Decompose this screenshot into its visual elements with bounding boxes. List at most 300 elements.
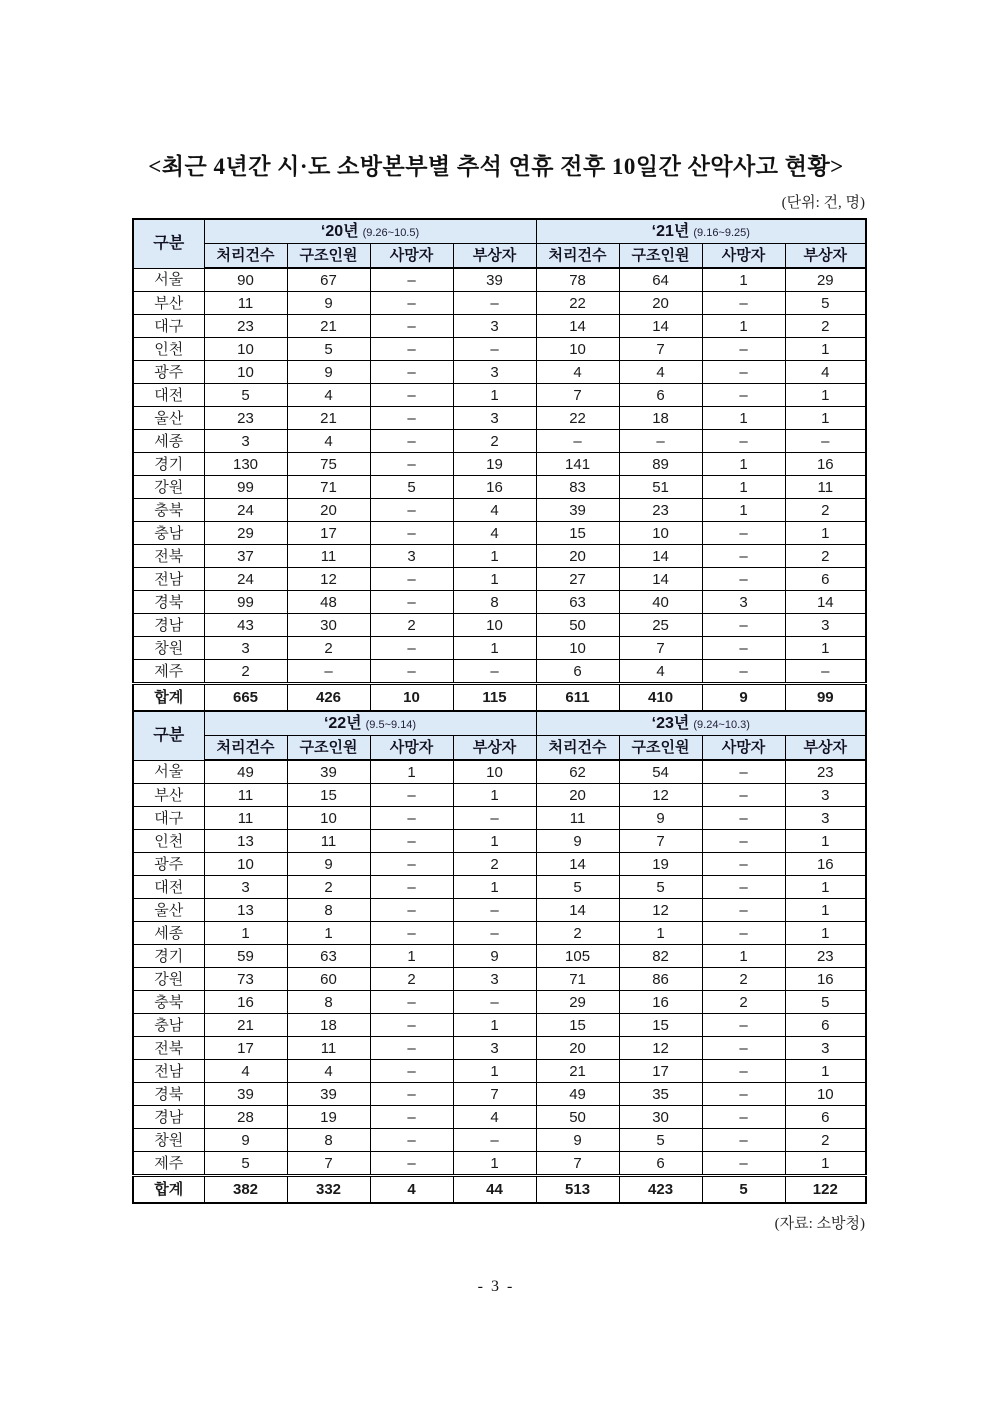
- value-cell: 3: [370, 545, 453, 568]
- region-cell: 경기: [133, 945, 204, 968]
- value-cell: –: [370, 807, 453, 830]
- table-row: [133, 476, 866, 499]
- value-cell: 4: [619, 660, 702, 684]
- value-cell: –: [287, 660, 370, 684]
- table-row: [133, 760, 866, 784]
- value-cell: 1: [785, 407, 866, 430]
- value-cell: 23: [204, 407, 287, 430]
- value-cell: 9: [287, 853, 370, 876]
- value-cell: –: [370, 315, 453, 338]
- region-cell: 전북: [133, 545, 204, 568]
- value-cell: 12: [619, 784, 702, 807]
- value-cell: 2: [785, 1129, 866, 1152]
- subheader-cell: 처리건수: [204, 736, 287, 761]
- value-cell: 10: [204, 361, 287, 384]
- value-cell: 7: [619, 338, 702, 361]
- value-cell: –: [702, 1060, 785, 1083]
- value-cell: 4: [204, 1060, 287, 1083]
- value-cell: 28: [204, 1106, 287, 1129]
- value-cell: –: [370, 407, 453, 430]
- value-cell: 78: [536, 268, 619, 292]
- region-cell: 창원: [133, 637, 204, 660]
- header-row-subcolumns: [133, 736, 866, 761]
- value-cell: 1: [785, 876, 866, 899]
- value-cell: 11: [287, 830, 370, 853]
- value-cell: 2: [287, 876, 370, 899]
- value-cell: 2: [785, 499, 866, 522]
- value-cell: 14: [619, 545, 702, 568]
- value-cell: 13: [204, 830, 287, 853]
- value-cell: 63: [287, 945, 370, 968]
- value-cell: –: [702, 545, 785, 568]
- value-cell: 1: [453, 1014, 536, 1037]
- value-cell: 39: [453, 268, 536, 292]
- value-cell: 1: [453, 545, 536, 568]
- value-cell: 3: [453, 407, 536, 430]
- table-row: [133, 338, 866, 361]
- value-cell: –: [702, 292, 785, 315]
- region-cell: 경남: [133, 614, 204, 637]
- value-cell: 1: [453, 876, 536, 899]
- value-cell: 6: [619, 384, 702, 407]
- year-date-range: (9.24~10.3): [693, 718, 750, 731]
- value-cell: –: [785, 430, 866, 453]
- value-cell: 90: [204, 268, 287, 292]
- value-cell: 5: [204, 384, 287, 407]
- table-row: [133, 453, 866, 476]
- table-body: [133, 219, 866, 1203]
- value-cell: –: [785, 660, 866, 684]
- value-cell: 8: [287, 991, 370, 1014]
- total-value-cell: 4: [370, 1176, 453, 1204]
- page-number: - 3 -: [477, 1278, 515, 1295]
- value-cell: 4: [453, 1106, 536, 1129]
- year-header-cell: [204, 219, 536, 244]
- total-value-cell: 44: [453, 1176, 536, 1204]
- value-cell: 5: [785, 991, 866, 1014]
- table-row: [133, 522, 866, 545]
- region-cell: 울산: [133, 899, 204, 922]
- value-cell: 15: [536, 1014, 619, 1037]
- subheader-cell: 부상자: [785, 736, 866, 761]
- value-cell: 9: [204, 1129, 287, 1152]
- value-cell: 2: [370, 614, 453, 637]
- value-cell: 71: [287, 476, 370, 499]
- value-cell: 9: [536, 1129, 619, 1152]
- value-cell: 17: [287, 522, 370, 545]
- value-cell: 10: [204, 853, 287, 876]
- region-cell: 부산: [133, 784, 204, 807]
- year-label: ‘21년: [651, 222, 690, 240]
- year-date-range: (9.26~10.5): [362, 226, 420, 239]
- year-date-range: (9.5~9.14): [365, 718, 417, 731]
- value-cell: 3: [453, 968, 536, 991]
- value-cell: 1: [702, 268, 785, 292]
- value-cell: 5: [536, 876, 619, 899]
- value-cell: 10: [536, 338, 619, 361]
- value-cell: 4: [785, 361, 866, 384]
- value-cell: 39: [536, 499, 619, 522]
- total-row: [133, 684, 866, 712]
- value-cell: 1: [453, 568, 536, 591]
- value-cell: 67: [287, 268, 370, 292]
- value-cell: 37: [204, 545, 287, 568]
- subheader-cell: 사망자: [702, 244, 785, 269]
- value-cell: 14: [536, 315, 619, 338]
- year-header-cell: [536, 219, 866, 244]
- value-cell: 71: [536, 968, 619, 991]
- value-cell: 23: [619, 499, 702, 522]
- table-row: [133, 807, 866, 830]
- value-cell: 27: [536, 568, 619, 591]
- value-cell: 11: [204, 784, 287, 807]
- value-cell: –: [536, 430, 619, 453]
- value-cell: –: [702, 853, 785, 876]
- value-cell: 35: [619, 1083, 702, 1106]
- value-cell: 1: [785, 899, 866, 922]
- value-cell: –: [370, 830, 453, 853]
- year-header-cell: [536, 711, 866, 736]
- value-cell: 20: [536, 1037, 619, 1060]
- unit-note: (단위: 건, 명): [781, 195, 865, 211]
- table-row: [133, 1152, 866, 1176]
- value-cell: 1: [785, 522, 866, 545]
- total-value-cell: 382: [204, 1176, 287, 1204]
- table-row: [133, 568, 866, 591]
- value-cell: 86: [619, 968, 702, 991]
- value-cell: 1: [619, 922, 702, 945]
- value-cell: 14: [785, 591, 866, 614]
- year-header-cell: [204, 711, 536, 736]
- value-cell: 10: [204, 338, 287, 361]
- subheader-cell: 처리건수: [204, 244, 287, 269]
- value-cell: 16: [785, 453, 866, 476]
- value-cell: –: [370, 522, 453, 545]
- region-cell: 인천: [133, 830, 204, 853]
- value-cell: 3: [785, 784, 866, 807]
- total-value-cell: 10: [370, 684, 453, 712]
- value-cell: –: [370, 637, 453, 660]
- value-cell: 6: [619, 1152, 702, 1176]
- source-note: (자료: 소방청): [774, 1216, 865, 1232]
- value-cell: 11: [204, 807, 287, 830]
- value-cell: 15: [287, 784, 370, 807]
- value-cell: 4: [453, 499, 536, 522]
- value-cell: 22: [536, 292, 619, 315]
- table-row: [133, 430, 866, 453]
- value-cell: –: [370, 591, 453, 614]
- value-cell: 20: [536, 784, 619, 807]
- region-cell: 대구: [133, 807, 204, 830]
- value-cell: –: [702, 660, 785, 684]
- region-cell: 충북: [133, 991, 204, 1014]
- table-row: [133, 968, 866, 991]
- value-cell: 21: [536, 1060, 619, 1083]
- value-cell: –: [370, 660, 453, 684]
- table-row: [133, 899, 866, 922]
- value-cell: –: [702, 430, 785, 453]
- value-cell: 2: [702, 968, 785, 991]
- value-cell: –: [370, 1037, 453, 1060]
- value-cell: 1: [453, 1060, 536, 1083]
- total-value-cell: 99: [785, 684, 866, 712]
- value-cell: –: [370, 568, 453, 591]
- table-row: [133, 660, 866, 684]
- value-cell: –: [702, 1106, 785, 1129]
- value-cell: 18: [287, 1014, 370, 1037]
- region-cell: 광주: [133, 361, 204, 384]
- total-value-cell: 115: [453, 684, 536, 712]
- value-cell: –: [370, 1152, 453, 1176]
- value-cell: –: [370, 292, 453, 315]
- gubun-header-cell: 구분: [133, 711, 204, 760]
- value-cell: 59: [204, 945, 287, 968]
- subheader-cell: 사망자: [702, 736, 785, 761]
- region-cell: 전북: [133, 1037, 204, 1060]
- table-row: [133, 614, 866, 637]
- value-cell: 21: [287, 315, 370, 338]
- accident-stats-table: [132, 218, 867, 1204]
- value-cell: 5: [619, 1129, 702, 1152]
- value-cell: 19: [287, 1106, 370, 1129]
- region-cell: 대전: [133, 876, 204, 899]
- value-cell: 82: [619, 945, 702, 968]
- table-row: [133, 1014, 866, 1037]
- value-cell: 99: [204, 591, 287, 614]
- value-cell: –: [370, 876, 453, 899]
- value-cell: –: [702, 384, 785, 407]
- table-row: [133, 315, 866, 338]
- table-row: [133, 361, 866, 384]
- total-value-cell: 5: [702, 1176, 785, 1204]
- value-cell: 1: [702, 407, 785, 430]
- value-cell: –: [702, 614, 785, 637]
- region-cell: 울산: [133, 407, 204, 430]
- table-row: [133, 922, 866, 945]
- value-cell: 16: [453, 476, 536, 499]
- value-cell: 16: [619, 991, 702, 1014]
- value-cell: 9: [453, 945, 536, 968]
- value-cell: –: [702, 1037, 785, 1060]
- region-cell: 세종: [133, 430, 204, 453]
- value-cell: –: [702, 922, 785, 945]
- value-cell: 83: [536, 476, 619, 499]
- table-row: [133, 637, 866, 660]
- table-row: [133, 945, 866, 968]
- region-cell: 대구: [133, 315, 204, 338]
- value-cell: –: [453, 660, 536, 684]
- value-cell: –: [702, 361, 785, 384]
- value-cell: 9: [287, 292, 370, 315]
- value-cell: 2: [536, 922, 619, 945]
- value-cell: 5: [204, 1152, 287, 1176]
- total-value-cell: 426: [287, 684, 370, 712]
- total-value-cell: 611: [536, 684, 619, 712]
- table-row: [133, 292, 866, 315]
- total-row: [133, 1176, 866, 1204]
- value-cell: –: [453, 338, 536, 361]
- value-cell: –: [370, 922, 453, 945]
- value-cell: 9: [287, 361, 370, 384]
- value-cell: 4: [287, 384, 370, 407]
- value-cell: –: [370, 991, 453, 1014]
- value-cell: 2: [785, 545, 866, 568]
- region-cell: 충남: [133, 522, 204, 545]
- value-cell: 1: [702, 453, 785, 476]
- value-cell: 1: [287, 922, 370, 945]
- value-cell: –: [702, 1129, 785, 1152]
- value-cell: 39: [287, 760, 370, 784]
- region-cell: 제주: [133, 660, 204, 684]
- value-cell: 29: [204, 522, 287, 545]
- value-cell: 17: [619, 1060, 702, 1083]
- value-cell: 12: [287, 568, 370, 591]
- value-cell: 29: [536, 991, 619, 1014]
- value-cell: 2: [453, 430, 536, 453]
- value-cell: 20: [619, 292, 702, 315]
- value-cell: 3: [453, 361, 536, 384]
- region-cell: 강원: [133, 968, 204, 991]
- subheader-cell: 처리건수: [536, 736, 619, 761]
- value-cell: 7: [619, 637, 702, 660]
- value-cell: –: [370, 1060, 453, 1083]
- region-cell: 경기: [133, 453, 204, 476]
- value-cell: 54: [619, 760, 702, 784]
- value-cell: 9: [619, 807, 702, 830]
- page-title: <최근 4년간 시·도 소방본부별 추석 연휴 전후 10일간 산악사고 현황>: [148, 154, 844, 179]
- value-cell: 23: [204, 315, 287, 338]
- value-cell: –: [370, 899, 453, 922]
- value-cell: 51: [619, 476, 702, 499]
- value-cell: 11: [785, 476, 866, 499]
- year-label: ‘23년: [651, 714, 690, 732]
- value-cell: 1: [785, 1152, 866, 1176]
- value-cell: 10: [453, 760, 536, 784]
- value-cell: 4: [453, 522, 536, 545]
- value-cell: –: [370, 499, 453, 522]
- value-cell: 5: [370, 476, 453, 499]
- value-cell: 64: [619, 268, 702, 292]
- table-row: [133, 853, 866, 876]
- value-cell: –: [370, 338, 453, 361]
- total-value-cell: 513: [536, 1176, 619, 1204]
- value-cell: 1: [785, 338, 866, 361]
- value-cell: 29: [785, 268, 866, 292]
- value-cell: 21: [287, 407, 370, 430]
- value-cell: 23: [785, 760, 866, 784]
- value-cell: 39: [204, 1083, 287, 1106]
- table-row: [133, 407, 866, 430]
- value-cell: 22: [536, 407, 619, 430]
- value-cell: 7: [536, 1152, 619, 1176]
- value-cell: 1: [370, 945, 453, 968]
- value-cell: 1: [785, 1060, 866, 1083]
- value-cell: 18: [619, 407, 702, 430]
- region-cell: 전남: [133, 568, 204, 591]
- value-cell: –: [453, 807, 536, 830]
- region-cell: 서울: [133, 268, 204, 292]
- value-cell: 14: [619, 315, 702, 338]
- value-cell: 5: [287, 338, 370, 361]
- subheader-cell: 구조인원: [619, 244, 702, 269]
- region-cell: 세종: [133, 922, 204, 945]
- value-cell: 20: [536, 545, 619, 568]
- value-cell: –: [702, 637, 785, 660]
- value-cell: 3: [204, 876, 287, 899]
- subheader-cell: 사망자: [370, 736, 453, 761]
- value-cell: 3: [204, 430, 287, 453]
- value-cell: 49: [536, 1083, 619, 1106]
- header-row-years: [133, 219, 866, 244]
- value-cell: 14: [536, 853, 619, 876]
- table-row: [133, 784, 866, 807]
- region-cell: 광주: [133, 853, 204, 876]
- value-cell: –: [619, 430, 702, 453]
- value-cell: –: [702, 522, 785, 545]
- value-cell: 10: [619, 522, 702, 545]
- value-cell: 16: [204, 991, 287, 1014]
- value-cell: 7: [453, 1083, 536, 1106]
- value-cell: 50: [536, 1106, 619, 1129]
- value-cell: –: [702, 1152, 785, 1176]
- total-label-cell: 합계: [133, 684, 204, 712]
- year-label: ‘20년: [320, 222, 359, 240]
- value-cell: 24: [204, 499, 287, 522]
- value-cell: –: [370, 1083, 453, 1106]
- value-cell: 2: [370, 968, 453, 991]
- table-row: [133, 591, 866, 614]
- region-cell: 서울: [133, 760, 204, 784]
- table-row: [133, 1129, 866, 1152]
- region-cell: 경북: [133, 591, 204, 614]
- total-value-cell: 122: [785, 1176, 866, 1204]
- header-row-years: [133, 711, 866, 736]
- region-cell: 경남: [133, 1106, 204, 1129]
- value-cell: 1: [702, 945, 785, 968]
- subheader-cell: 구조인원: [619, 736, 702, 761]
- value-cell: 1: [453, 1152, 536, 1176]
- value-cell: 1: [370, 760, 453, 784]
- subheader-cell: 부상자: [453, 736, 536, 761]
- value-cell: 60: [287, 968, 370, 991]
- value-cell: 63: [536, 591, 619, 614]
- value-cell: 12: [619, 899, 702, 922]
- table-row: [133, 268, 866, 292]
- value-cell: 10: [453, 614, 536, 637]
- value-cell: 3: [204, 637, 287, 660]
- value-cell: 4: [287, 430, 370, 453]
- region-cell: 경북: [133, 1083, 204, 1106]
- value-cell: 3: [785, 807, 866, 830]
- value-cell: –: [370, 853, 453, 876]
- value-cell: 7: [619, 830, 702, 853]
- table-row: [133, 1060, 866, 1083]
- region-cell: 부산: [133, 292, 204, 315]
- value-cell: 73: [204, 968, 287, 991]
- value-cell: 1: [453, 784, 536, 807]
- value-cell: 30: [287, 614, 370, 637]
- subheader-cell: 처리건수: [536, 244, 619, 269]
- subheader-cell: 구조인원: [287, 736, 370, 761]
- value-cell: 1: [702, 476, 785, 499]
- value-cell: 4: [287, 1060, 370, 1083]
- value-cell: 20: [287, 499, 370, 522]
- value-cell: 2: [453, 853, 536, 876]
- table-row: [133, 991, 866, 1014]
- total-value-cell: 665: [204, 684, 287, 712]
- value-cell: 3: [702, 591, 785, 614]
- subheader-cell: 사망자: [370, 244, 453, 269]
